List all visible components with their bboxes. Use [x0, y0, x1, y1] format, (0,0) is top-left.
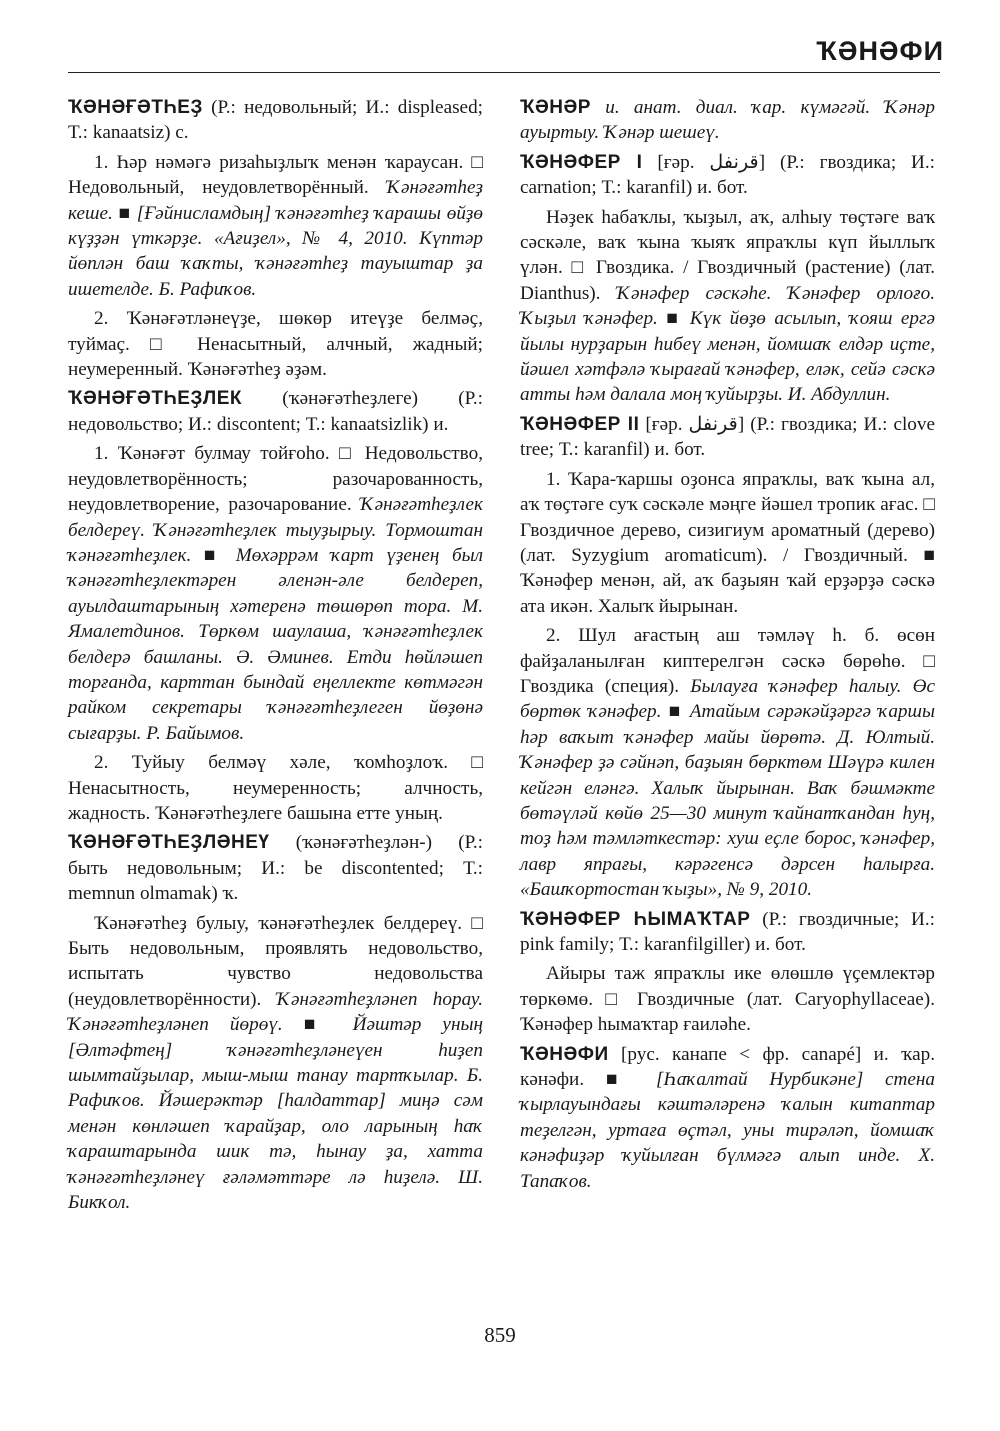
sense-definition: Айыры таж япраҡлы ике өлөшлө үҫемлектәр төркөмө. □ Гвоздичные (лат. Caryophyllaceae). Ҡәнәфер һымаҡтар ғаиләһе.: [520, 963, 935, 1036]
sense-definition: 1. Һәр нәмәгә ризаһыҙлыҡ менән ҡараусан. □ Недовольный, неудовлетворённый.: [68, 151, 483, 199]
entry-kanagatsezlek: [68, 386, 483, 826]
headword: ҠӘНӘФИ: [520, 1043, 609, 1065]
sense-definition: Ҡәнәғәтһеҙ булыу, ҡәнәғәтһеҙлек белдереү. □ Быть недовольным, проявлять недовольство, испытать чувство недовольства (неудовлетворённости).: [68, 912, 483, 1010]
sense-examples: Ҡәнәғәтһеҙ кеше. ■ [Ғәйнисламдың] ҡәнәғәтһеҙ ҡарашы өйҙө күҙҙән үткәрҙе. «Ағиҙел», № 4, 2010. Күптәр йөплән баш ҡаҡты, ҡәнәғәтһеҙ тауыштар ҙа ишетелде. Б. Рафиҡов.: [68, 177, 483, 300]
headword: ҠӘНӘР: [520, 97, 591, 118]
grammar-info: (Р.: гвоздичные; И.: pink family; Т.: karanfilgiller) и. бот.: [520, 908, 935, 955]
entry-kanagatsez: [68, 95, 483, 382]
entry-kanagatsezlaneu: [68, 830, 483, 1215]
header-rule: [68, 72, 940, 73]
sense-definition: 1. Ҡара-ҡаршы оҙонса япраҡлы, ваҡ ҡына ал, аҡ төҫтәге суҡ сәскәле мәңге йәшел тропик ағас. □ Гвоздичное дерево, сизигиум ароматный (дерево) (лат. Syzygium aromaticum). / Гвоздичный. ■ Ҡәнәфер менән, ай, аҡ баҙыян ҡай ерҙәрҙә сәскә ата икән. Халыҡ йырынан.: [520, 468, 935, 617]
sense-definition: 2. Ҡәнәғәтләнеүҙе, шөкөр итеүҙе белмәҫ, туймаҫ. □ Ненасытный, алчный, жадный; неумеренный. Ҡәнәғәтһеҙ әҙәм.: [68, 308, 483, 381]
entry-kanafer-2: [520, 412, 935, 903]
headword: ҠӘНӘФЕР ҺЫМАҠТАР: [520, 908, 751, 930]
grammar-info: (ҡәнәғәтһеҙлеге) (Р.: недовольство; И.: discontent; Т.: kanaatsizlik) и.: [68, 388, 483, 435]
right-column: [520, 95, 935, 1198]
sense-examples: Ҡәнәғәтһеҙлек белдереү. Ҡәнәғәтһеҙлек тыуҙырыу. Тормоштан ҡәнәғәтһеҙлек. ■ Мөхәррәм ҡарт үҙенең был ҡәнәғәтһеҙлектәрен әленән-әле белдереп, ауылдаштарының хәтеренә төшөрөп тора. М. Ямалетдинов. Төркөм шаулаша, ҡәнәғәтһеҙлек белдерә башланы. Ә. Әминев. Етди һөйләшеп торғанда, карттан бындай еңеллекте көтмәгән райком секретары ҡәнәғәтһеҙлеген йөҙөнә сығарҙы. Р. Байымов.: [68, 494, 483, 744]
entry-kanafer-hymaktar: [520, 907, 935, 1038]
sense-examples: ■ [Һаҡалтай Нурбикәне] стена ҡырлауындағы кәштәләренә ҡалын китаптар теҙелгән, уртаға өҫтәл, уны тирәләп, йомшаҡ кәнәфиҙәр ҡуйылған бүлмәгә алып инде. Х. Тапаҡов.: [520, 1069, 935, 1192]
grammar-info: (Р.: недовольный; И.: displeased; Т.: kanaatsiz) с.: [68, 97, 483, 144]
sense-examples: Ҡәнәфер сәскәһе. Ҡәнәфер орлоғо. Ҡыҙыл ҡәнәфер. ■ Күк йөҙө асылып, ҡояш ергә йылы нурҙарын һибеү менән, йомшаҡ елдәр иҫте, йәшел хәтфәлә ҡырағай ҡәнәфер, еләк, сейә сәскә атты һәм далала моң ҡуйырҙы. И. Абдуллин.: [520, 282, 936, 406]
headword: ҠӘНӘҒӘТҺЕҘ: [68, 97, 203, 118]
sense-examples: Былауға ҡәнәфер һалыу. Өс бөртөк ҡәнәфер. ■ Атайым сәрәкәйҙәргә ҡаршы һәр ваҡыт ҡәнәфер майы йөрөтә. Д. Юлтый. Ҡәнәфер ҙә сәйнәп, баҙыян бөрктөм Шәүрә килен кейгән еләнгә. Халыҡ йырынан. Ваҡ бәшмәкте бөтәүләй көйө 25—30 минут ҡайнатҡандан һуң, тоҙ һәм тәмләткестәр: хуш еҫле борос, ҡәнәфер, лавр япрағы, кәрәгенсә дәрсен һалырға. «Башҡортостан ҡыҙы», № 9, 2010.: [520, 675, 935, 901]
grammar-info: и. анат. диал. ҡар. күмәгәй.: [605, 97, 871, 118]
grammar-info: [ғәр. قرنفل] (Р.: гвоздика; И.: carnation; Т.: karanfil) и. бот.: [520, 151, 936, 199]
sense-definition: Нәҙек һабаҡлы, ҡыҙыл, аҡ, алһыу төҫтәге ваҡ сәскәле, ваҡ ҡына ҡыяҡ япраҡлы күп йыллыҡ үлән. □ Гвоздика. / Гвоздичный (растение) (лат. Dianthus).: [520, 206, 935, 304]
running-head: ҠӘНӘФИ: [816, 36, 944, 66]
sense-examples: Ҡәнәр ауыртыу. Ҡәнәр шешеү.: [520, 97, 936, 144]
headword: ҠӘНӘҒӘТҺЕҘЛЕК: [68, 388, 242, 410]
entry-kanafer-1: [520, 150, 935, 408]
headword: ҠӘНӘФЕР II: [520, 413, 640, 435]
sense-examples: Ҡәнәғәтһеҙләнеп һорау. Ҡәнәғәтһеҙләнеп йөрөү. ■ Йәштәр уның [Әлтәфтең] ҡәнәғәтһеҙләнеүен һиҙеп шымтайҙылар, мыш-мыш танау тартҡылар. Б. Рафиҡов. Йәшерәктәр [һалдаттар] миңә сәм менән көнләшеп ҡарайҙар, оло ларының һаҡ ҡараштарында шик тә, һынау ҙа, хатта ҡәнәғәтһеҙләнеү ғәләмәттәре лә һиҙелә. Ш. Бикҡол.: [68, 988, 484, 1214]
entry-kanafi: [520, 1042, 935, 1194]
page-number: 859: [484, 1323, 516, 1347]
headword: ҠӘНӘҒӘТҺЕҘЛӘНЕҮ: [68, 832, 270, 854]
left-column: [68, 95, 483, 1219]
entry-kanar: [520, 95, 935, 146]
sense-definition: 1. Ҡәнәғәт булмау тойғоһо. □ Недовольство, неудовлетворённость; разочарованность, неудовлетворение, разочарование.: [68, 443, 483, 516]
sense-definition: 2. Туйыу белмәү хәле, ҡомһоҙлоҡ. □ Ненасытность, неумеренность; алчность, жадность. Ҡәнәғәтһеҙлеге башына етте уның.: [68, 752, 483, 824]
grammar-info: (ҡәнәғәтһеҙлән-) (Р.: быть недовольным; И.: be discontented; Т.: memnun olmamak) ҡ.: [68, 832, 484, 905]
grammar-info: [рус. канапе < фр. canapé] и. ҡар. кәнәфи.: [520, 1043, 935, 1091]
grammar-info: [ғәр. قرنفل] (Р.: гвоздика; И.: clove tree; Т.: karanfil) и. бот.: [520, 413, 936, 461]
headword: ҠӘНӘФЕР I: [520, 151, 643, 173]
sense-definition: 2. Шул ағастың аш тәмләү һ. б. өсөн файҙаланылған киптерелгән сәскә бөрөһө. □ Гвоздика (специя).: [520, 625, 935, 697]
